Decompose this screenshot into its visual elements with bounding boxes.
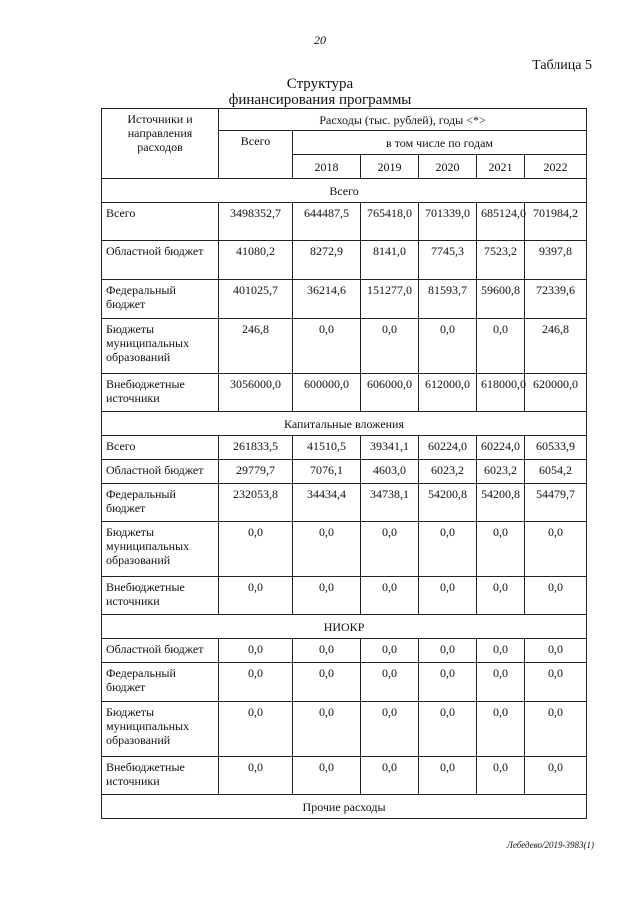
cell-value: 0,0 xyxy=(361,757,419,795)
cell-value: 0,0 xyxy=(293,663,361,702)
cell-value: 0,0 xyxy=(219,663,293,702)
table-row xyxy=(102,280,587,319)
cell-value: 0,0 xyxy=(293,702,361,757)
cell-value: 72339,6 xyxy=(525,280,587,319)
cell-value: 60533,9 xyxy=(525,436,587,460)
table-row xyxy=(102,319,587,374)
cell-value: 0,0 xyxy=(361,522,419,577)
cell-value: 0,0 xyxy=(525,522,587,577)
cell-value: 8272,9 xyxy=(293,241,361,280)
cell-value: 600000,0 xyxy=(293,374,361,412)
cell-value: 39341,1 xyxy=(361,436,419,460)
cell-value: 3498352,7 xyxy=(219,203,293,241)
cell-value: 0,0 xyxy=(219,522,293,577)
row-label: Всего xyxy=(102,203,219,241)
cell-value: 0,0 xyxy=(525,702,587,757)
cell-value: 0,0 xyxy=(419,522,477,577)
cell-value: 0,0 xyxy=(419,577,477,615)
cell-value: 8141,0 xyxy=(361,241,419,280)
cell-value: 612000,0 xyxy=(419,374,477,412)
financing-table-wrapper xyxy=(101,108,586,819)
cell-value: 0,0 xyxy=(293,522,361,577)
section-row xyxy=(102,615,587,639)
cell-value: 701339,0 xyxy=(419,203,477,241)
cell-value: 34738,1 xyxy=(361,484,419,522)
title-line-2: финансирования программы xyxy=(228,92,412,108)
cell-value: 0,0 xyxy=(293,639,361,663)
section-row xyxy=(102,179,587,203)
cell-value: 54479,7 xyxy=(525,484,587,522)
cell-value: 618000,0 xyxy=(477,374,525,412)
cell-value: 0,0 xyxy=(525,577,587,615)
row-label: Областной бюджет xyxy=(102,241,219,280)
cell-value: 0,0 xyxy=(477,639,525,663)
header-by-years: в том числе по годам xyxy=(293,131,587,155)
cell-value: 765418,0 xyxy=(361,203,419,241)
cell-value: 41510,5 xyxy=(293,436,361,460)
cell-value: 3056000,0 xyxy=(219,374,293,412)
section-row xyxy=(102,412,587,436)
table-row xyxy=(102,639,587,663)
cell-value: 6023,2 xyxy=(477,460,525,484)
row-label: Бюджеты муниципальных образований xyxy=(102,702,219,757)
financing-table xyxy=(101,108,587,819)
section-title: НИОКР xyxy=(102,615,587,639)
cell-value: 246,8 xyxy=(219,319,293,374)
cell-value: 0,0 xyxy=(477,702,525,757)
cell-value: 29779,7 xyxy=(219,460,293,484)
cell-value: 60224,0 xyxy=(477,436,525,460)
cell-value: 0,0 xyxy=(219,577,293,615)
table-row xyxy=(102,484,587,522)
cell-value: 701984,2 xyxy=(525,203,587,241)
header-year: 2020 xyxy=(419,155,477,179)
cell-value: 54200,8 xyxy=(477,484,525,522)
header-sources: Источники и направления расходов xyxy=(102,109,219,179)
header-year: 2018 xyxy=(293,155,361,179)
row-label: Бюджеты муниципальных образований xyxy=(102,319,219,374)
row-label: Областной бюджет xyxy=(102,460,219,484)
cell-value: 685124,0 xyxy=(477,203,525,241)
section-title: Прочие расходы xyxy=(102,795,587,819)
cell-value: 54200,8 xyxy=(419,484,477,522)
cell-value: 60224,0 xyxy=(419,436,477,460)
row-label: Федеральный бюджет xyxy=(102,280,219,319)
row-label: Бюджеты муниципальных образований xyxy=(102,522,219,577)
table-label: Таблица 5 xyxy=(532,58,592,73)
cell-value: 81593,7 xyxy=(419,280,477,319)
row-label: Федеральный бюджет xyxy=(102,484,219,522)
cell-value: 0,0 xyxy=(361,639,419,663)
cell-value: 0,0 xyxy=(419,663,477,702)
cell-value: 59600,8 xyxy=(477,280,525,319)
cell-value: 0,0 xyxy=(361,577,419,615)
cell-value: 34434,4 xyxy=(293,484,361,522)
cell-value: 0,0 xyxy=(293,319,361,374)
cell-value: 0,0 xyxy=(219,757,293,795)
header-year: 2019 xyxy=(361,155,419,179)
row-label: Всего xyxy=(102,436,219,460)
table-row xyxy=(102,203,587,241)
cell-value: 6054,2 xyxy=(525,460,587,484)
cell-value: 7076,1 xyxy=(293,460,361,484)
cell-value: 606000,0 xyxy=(361,374,419,412)
cell-value: 0,0 xyxy=(477,757,525,795)
cell-value: 0,0 xyxy=(419,702,477,757)
header-year: 2021 xyxy=(477,155,525,179)
cell-value: 7523,2 xyxy=(477,241,525,280)
section-title: Всего xyxy=(102,179,587,203)
row-label: Внебюджетные источники xyxy=(102,374,219,412)
cell-value: 0,0 xyxy=(293,577,361,615)
table-row xyxy=(102,374,587,412)
cell-value: 151277,0 xyxy=(361,280,419,319)
section-title: Капитальные вложения xyxy=(102,412,587,436)
document-title xyxy=(0,76,640,108)
cell-value: 0,0 xyxy=(525,663,587,702)
cell-value: 4603,0 xyxy=(361,460,419,484)
cell-value: 261833,5 xyxy=(219,436,293,460)
table-row xyxy=(102,522,587,577)
cell-value: 0,0 xyxy=(419,757,477,795)
cell-value: 0,0 xyxy=(525,757,587,795)
table-row xyxy=(102,663,587,702)
cell-value: 0,0 xyxy=(361,319,419,374)
cell-value: 644487,5 xyxy=(293,203,361,241)
cell-value: 232053,8 xyxy=(219,484,293,522)
cell-value: 0,0 xyxy=(219,639,293,663)
cell-value: 0,0 xyxy=(419,639,477,663)
row-label: Внебюджетные источники xyxy=(102,577,219,615)
title-line-1: Структура xyxy=(286,76,354,92)
cell-value: 6023,2 xyxy=(419,460,477,484)
row-label: Внебюджетные источники xyxy=(102,757,219,795)
table-row xyxy=(102,460,587,484)
cell-value: 0,0 xyxy=(293,757,361,795)
cell-value: 0,0 xyxy=(525,639,587,663)
header-row-1 xyxy=(102,109,587,131)
cell-value: 246,8 xyxy=(525,319,587,374)
row-label: Федеральный бюджет xyxy=(102,663,219,702)
table-row xyxy=(102,757,587,795)
table-row xyxy=(102,241,587,280)
header-total: Всего xyxy=(219,131,293,179)
cell-value: 7745,3 xyxy=(419,241,477,280)
cell-value: 0,0 xyxy=(477,319,525,374)
cell-value: 0,0 xyxy=(477,577,525,615)
footer-doc-id: Лебедево/2019-3983(1) xyxy=(506,840,594,850)
cell-value: 0,0 xyxy=(477,522,525,577)
section-row xyxy=(102,795,587,819)
cell-value: 0,0 xyxy=(419,319,477,374)
cell-value: 401025,7 xyxy=(219,280,293,319)
cell-value: 0,0 xyxy=(361,663,419,702)
table-row xyxy=(102,436,587,460)
cell-value: 0,0 xyxy=(219,702,293,757)
cell-value: 620000,0 xyxy=(525,374,587,412)
cell-value: 9397,8 xyxy=(525,241,587,280)
cell-value: 0,0 xyxy=(477,663,525,702)
page-number: 20 xyxy=(314,33,326,47)
cell-value: 0,0 xyxy=(361,702,419,757)
cell-value: 36214,6 xyxy=(293,280,361,319)
table-row xyxy=(102,577,587,615)
table-row xyxy=(102,702,587,757)
header-expenses: Расходы (тыс. рублей), годы <*> xyxy=(219,109,587,131)
header-year: 2022 xyxy=(525,155,587,179)
cell-value: 41080,2 xyxy=(219,241,293,280)
row-label: Областной бюджет xyxy=(102,639,219,663)
